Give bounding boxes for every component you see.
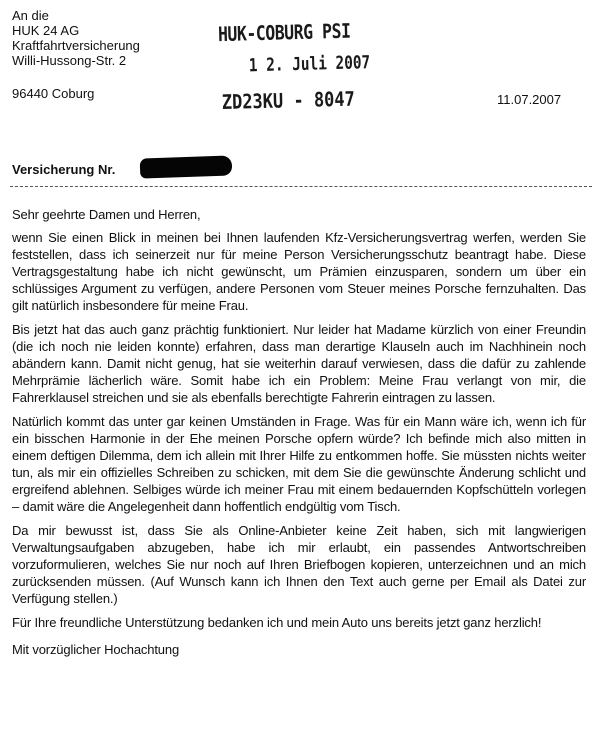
address-line-3: Kraftfahrtversicherung	[12, 38, 140, 53]
redaction-mark	[140, 155, 233, 178]
letter-date: 11.07.2007	[497, 92, 562, 107]
address-line-4: Willi-Hussong-Str. 2	[12, 53, 127, 68]
received-stamp	[217, 18, 380, 115]
address-line-5: 96440 Coburg	[12, 86, 95, 101]
address-line-1: An die	[12, 8, 49, 23]
paragraph-4: Da mir bewusst ist, dass Sie als Online-Anbieter keine Zeit haben, sich mit langwierigen Verwaltungsaufgaben abzugeben, habe ich mir erlaubt, ein passendes Antwortschreiben vorzuformulieren, welches Sie nur noch auf Ihren Briefbogen kopieren, unterzeichnen und an mich zurücksenden müssen. (Auf Wunsch kann ich Ihnen den Text auch gerne per Email als Datei zur Verfügung stellen.)	[12, 523, 586, 606]
recipient-address	[12, 8, 140, 101]
paragraph-1: wenn Sie einen Blick in meinen bei Ihnen laufenden Kfz-Versicherungsvertrag werfen, werden Sie feststellen, dass ich seinerzeit nur für meine Person Versicherungsschutz beantragt habe. Diese Vertragsgestaltung habe ich nicht gewünscht, um Prämien einzusparen, sondern um über ein schlüssiges Argument zu verfügen, andere Personen vom Steuer meines Porsche fernzuhalten. Das gilt natürlich insbesondere für meine Frau.	[12, 230, 586, 313]
paragraph-5: Für Ihre freundliche Unterstützung bedanken ich und mein Auto uns bereits jetzt ganz herzlich!	[12, 615, 542, 630]
paragraph-2: Bis jetzt hat das auch ganz prächtig funktioniert. Nur leider hat Madame kürzlich von einer Freundin (die ich noch nie leiden konnte) erfahren, dass man derartige Klauseln auch im Nachhinein noch abändern kann. Damit nicht genug, hat sie weiterhin darauf verwiesen, dass die dafür zu zahlende Mehrprämie lächerlich wäre. Somit habe ich ein Problem: Meine Frau verlangt von mir, die Fahrerklausel streichen und sie als ebenfalls berechtigte Fahrerin eintragen zu lassen.	[12, 322, 586, 405]
stamp-company: HUK-COBURG PSI	[217, 18, 351, 47]
address-line-2: HUK 24 AG	[12, 23, 80, 38]
divider-line	[10, 186, 592, 187]
letter-body	[12, 206, 586, 665]
paragraph-3: Natürlich kommt das unter gar keinen Umständen in Frage. Was für ein Mann wäre ich, wenn ich für ein bisschen Harmonie in der Ehe meinen Porsche opfern würde? Ich befinde mich also mitten in einem deftigen Dilemma, dem ich allein mit Ihrer Hilfe zu entkommen hoffe. Sie müssten nichts weiter tun, als mir ein offizielles Schreiben zu schicken, mit dem Sie die gewünschte Änderung schlicht und ergreifend ablehnen. Selbiges würde ich meiner Frau mit einem bedauernden Kopfschütteln vorlegen – damit wäre die Angelegenheit dann hoffentlich endgültig vom Tisch.	[12, 414, 586, 514]
salutation: Sehr geehrte Damen und Herren,	[12, 207, 201, 222]
closing: Mit vorzüglicher Hochachtung	[12, 642, 180, 657]
stamp-date: 1 2. Juli 2007	[248, 52, 371, 77]
insurance-number-label: Versicherung Nr.	[12, 162, 116, 177]
stamp-reference: ZD23KU - 8047	[221, 86, 356, 115]
